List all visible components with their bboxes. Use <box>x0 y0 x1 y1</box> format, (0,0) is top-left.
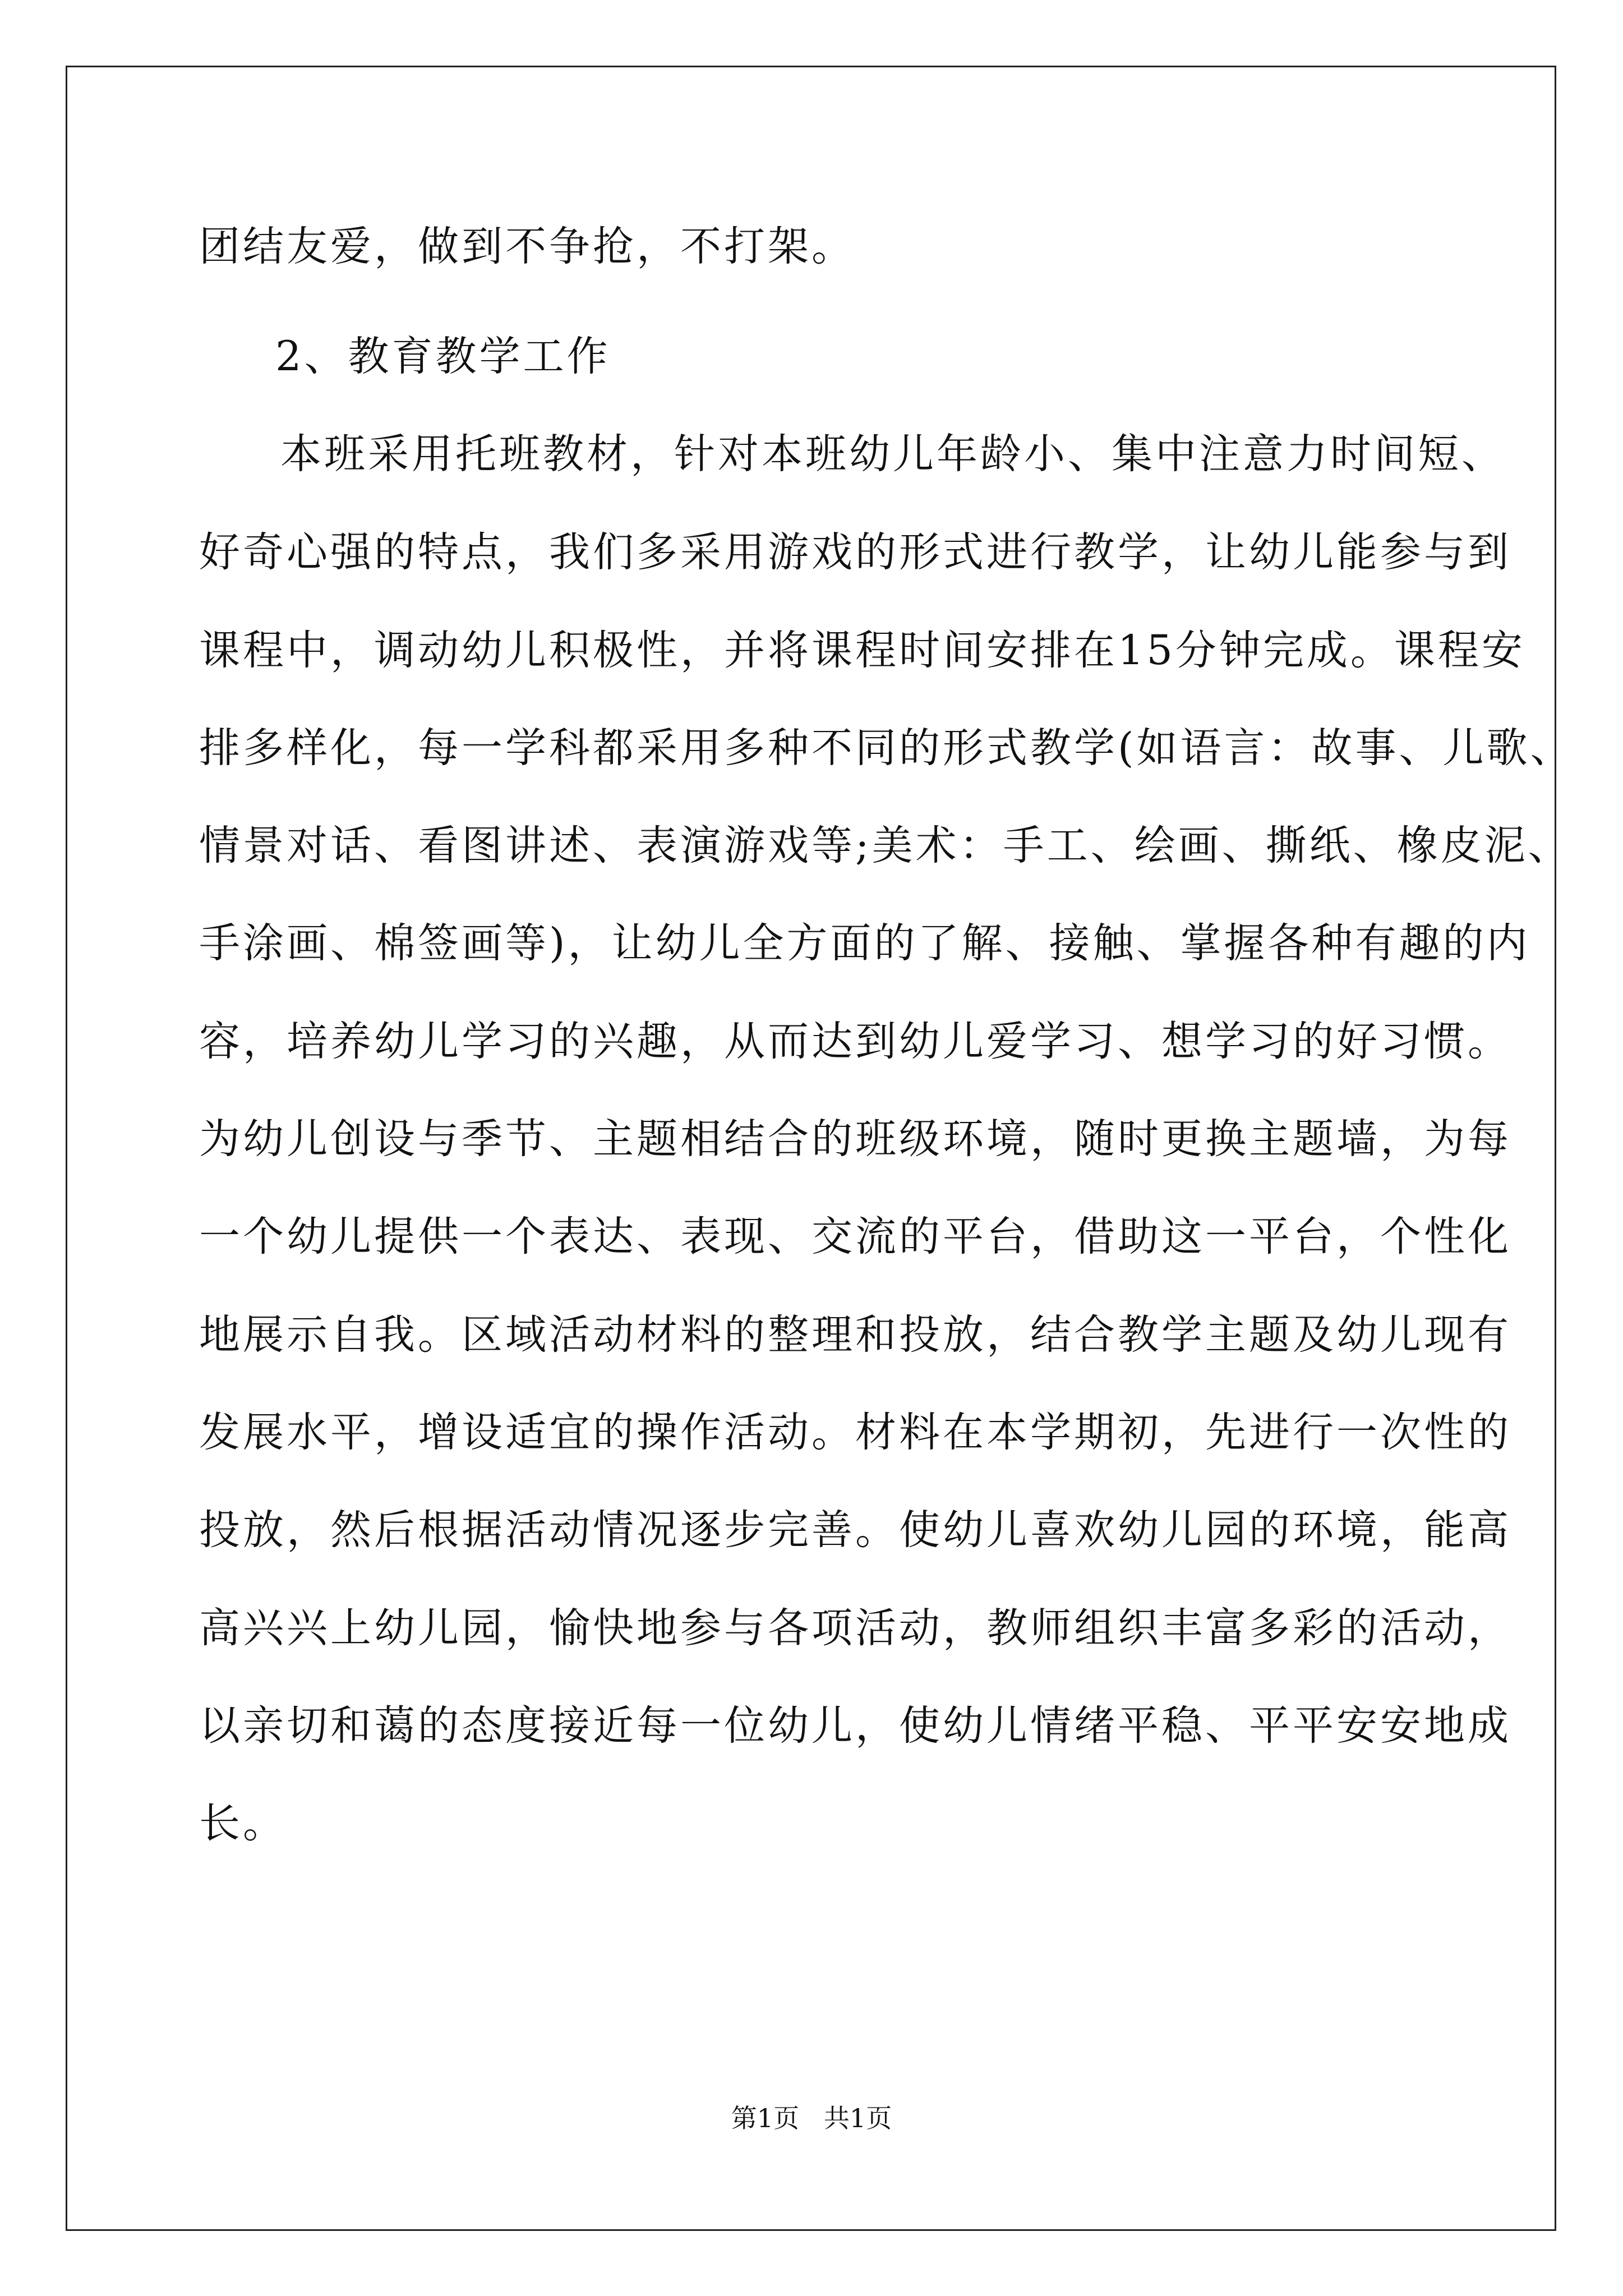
text-line-13: 发展水平，增设适宜的操作活动。材料在本学期初，先进行一次性的 <box>199 1409 1511 1456</box>
text-line-15: 高兴兴上幼儿园，愉快地参与各项活动，教师组织丰富多彩的活动， <box>199 1604 1511 1652</box>
text-line-10: 为幼儿创设与季节、主题相结合的班级环境，随时更换主题墙，为每 <box>199 1115 1511 1163</box>
text-line-8: 手涂画、棉签画等)，让幼儿全方面的了解、接触、掌握各种有趣的内 <box>199 919 1530 967</box>
text-line-1: 团结友爱，做到不争抢，不打架。 <box>199 223 855 270</box>
text-line-11: 一个幼儿提供一个表达、表现、交流的平台，借助这一平台，个性化 <box>199 1213 1511 1260</box>
text-line-16: 以亲切和蔼的态度接近每一位幼儿，使幼儿情绪平稳、平平安安地成 <box>199 1702 1511 1750</box>
text-line-9: 容，培养幼儿学习的兴趣，从而达到幼儿爱学习、想学习的好习惯。 <box>199 1018 1511 1065</box>
text-line-6: 排多样化，每一学科都采用多种不同的形式教学(如语言：故事、儿歌、 <box>199 724 1574 772</box>
text-line-7: 情景对话、看图讲述、表演游戏等;美术：手工、绘画、撕纸、橡皮泥、 <box>199 822 1572 869</box>
section-heading: 2、教育教学工作 <box>275 333 611 380</box>
page-footer: 第1页 共1页 <box>731 2103 892 2133</box>
text-line-5: 课程中，调动幼儿积极性，并将课程时间安排在15分钟完成。课程安 <box>199 627 1525 674</box>
text-line-4: 好奇心强的特点，我们多采用游戏的形式进行教学，让幼儿能参与到 <box>199 528 1511 576</box>
text-line-12: 地展示自我。区域活动材料的整理和投放，结合教学主题及幼儿现有 <box>199 1311 1511 1359</box>
text-line-14: 投放，然后根据活动情况逐步完善。使幼儿喜欢幼儿园的环境，能高 <box>199 1506 1511 1554</box>
text-line-17: 长。 <box>199 1800 287 1847</box>
text-line-3: 本班采用托班教材，针对本班幼儿年龄小、集中注意力时间短、 <box>280 430 1505 478</box>
